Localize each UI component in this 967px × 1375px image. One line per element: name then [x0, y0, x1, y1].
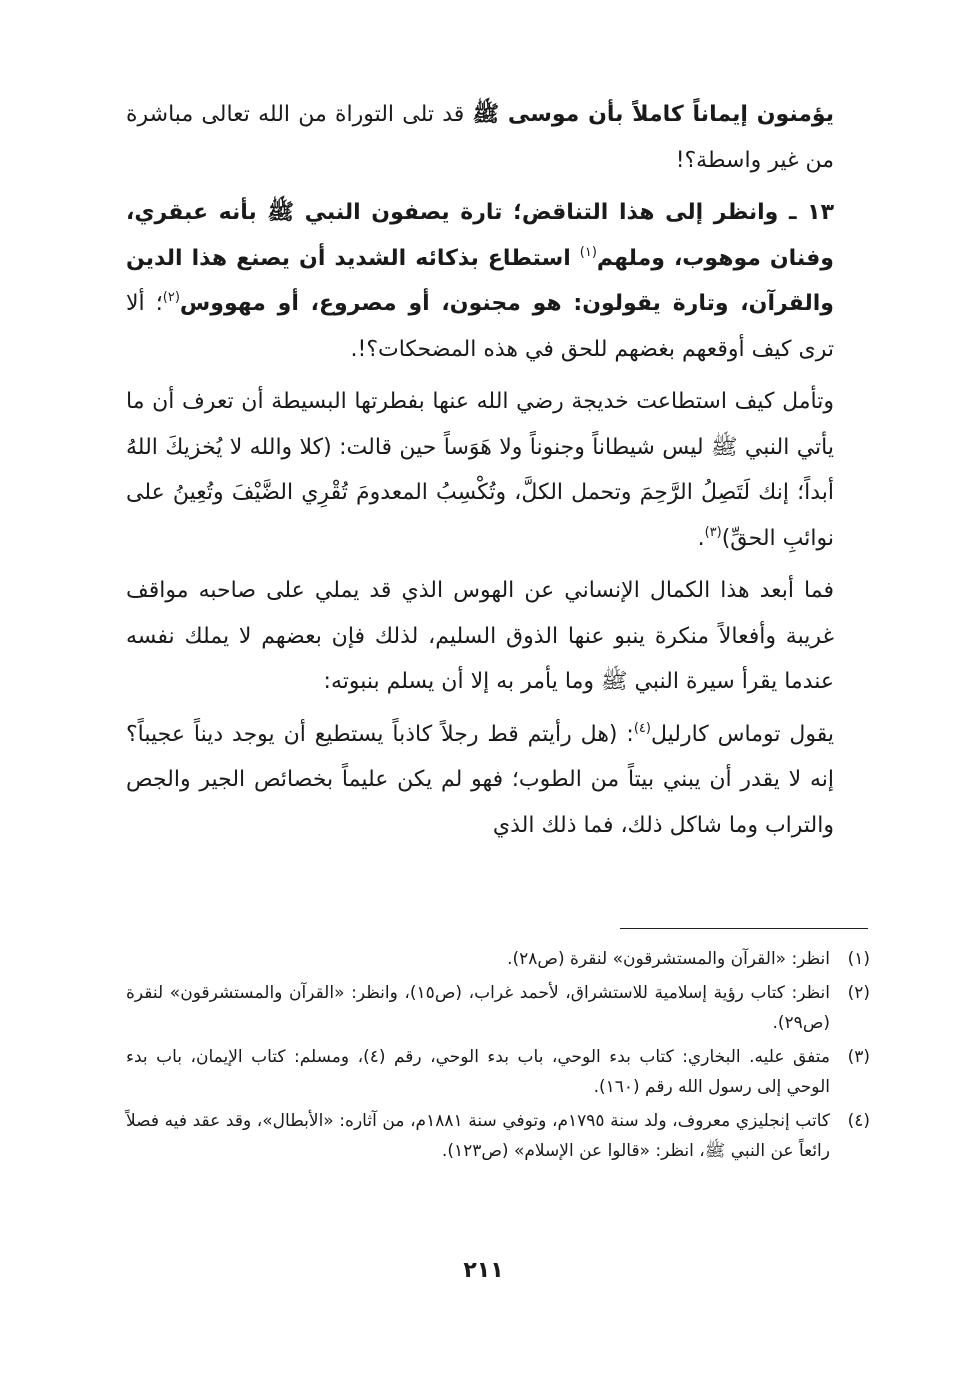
- paragraph-text: وتأمل كيف استطاعت خديجة رضي الله عنها بفطرتها البسيطة أن تعرف أن ما يأتي النبي ﷺ ليس شيطاناً وجنوناً ولا هَوَساً حين قالت: (كلا والله لا يُخزيكَ اللهُ أبداً؛ إنك لَتَصِلُ الرَّحِمَ وتحمل الكلَّ، وتُكْسِبُ المعدومَ تُقْرِي الضَّيْفَ وتُعِينُ على نوائبِ الحقِّ): [126, 389, 834, 551]
- footnote: [126, 978, 870, 1039]
- footnote-reference[interactable]: (٢): [162, 290, 180, 305]
- paragraph-text: .: [697, 525, 705, 551]
- paragraph-text: يقول توماس كارليل: [650, 721, 834, 747]
- footnote-reference[interactable]: (٤): [633, 720, 651, 736]
- footnote-number: (٤): [847, 1110, 870, 1131]
- footnote-text: انظر: «القرآن والمستشرقون» لنقرة (ص٢٨).: [507, 949, 830, 969]
- paragraph: [126, 190, 834, 372]
- footnotes: [126, 944, 870, 1170]
- paragraph: [126, 92, 834, 183]
- paragraph: [126, 379, 834, 561]
- paragraph-text: ؛ ألا ترى كيف أوقعهم بغضهم للحق في هذه المضحكات؟!.: [126, 291, 834, 362]
- paragraph: [126, 568, 834, 705]
- footnote-text: متفق عليه. البخاري: كتاب بدء الوحي، باب بدء الوحي، رقم (٤)، ومسلم: كتاب الإيمان، باب بدء الوحي إلى رسول الله رقم (١٦٠).: [126, 1046, 830, 1097]
- main-text: [126, 92, 834, 848]
- paragraph-bold-text: ١٣ ـ وانظر إلى هذا التناقض؛ تارة يصفون النبي ﷺ بأنه عبقري، وفنان موهوب، وملهم: [126, 200, 834, 271]
- paragraph-bold-text: يؤمنون إيماناً كاملاً بأن موسى ﷺ: [472, 102, 834, 127]
- footnote-reference[interactable]: (٣): [704, 524, 722, 540]
- page-number: ٢١١: [463, 1258, 504, 1283]
- paragraph-bold-text: استطاع بذكائه الشديد أن يصنع هذا الدين والقرآن، وتارة يقولون: هو مجنون، أو مصروع، أو مهووس: [126, 245, 834, 316]
- footnote: [126, 1106, 870, 1167]
- footnote: [126, 1042, 870, 1103]
- paragraph-text: : (هل رأيتم قط رجلاً كاذباً يستطيع أن يوجد ديناً عجيباً؟ إنه لا يقدر أن يبني بيتاً من الطوب؛ فهو لم يكن عليماً بخصائص الجير والجص والتراب وما شاكل ذلك، فما ذلك الذي: [126, 721, 834, 838]
- footnote-number: (١): [847, 949, 870, 969]
- footnote-text: كاتب إنجليزي معروف، ولد سنة ١٧٩٥م، وتوفي سنة ١٨٨١م، من آثاره: «الأبطال»، وقد عقد فيه فصلاً رائعاً عن النبي ﷺ، انظر: «قالوا عن الإسلام» (ص١٢٣).: [126, 1110, 830, 1161]
- footnote-number: (٢): [847, 982, 870, 1003]
- paragraph-text: فما أبعد هذا الكمال الإنساني عن الهوس الذي قد يملي على صاحبه مواقف غريبة وأفعالاً منكرة ينبو عنها الذوق السليم، لذلك فإن بعضهم لا يملك نفسه عندما يقرأ سيرة النبي ﷺ وما يأمر به إلا أن يسلم بنبوته:: [126, 578, 834, 694]
- footnote-reference[interactable]: (١): [579, 244, 597, 260]
- paragraph: [126, 712, 834, 849]
- footnote-number: (٣): [847, 1046, 870, 1067]
- footnote: [126, 944, 870, 975]
- footnote-separator: [620, 928, 868, 929]
- paragraph-text: قد تلى التوراة من الله تعالى مباشرة من غير واسطة؟!: [126, 102, 834, 173]
- footnote-text: انظر: كتاب رؤية إسلامية للاستشراق، لأحمد غراب، (ص١٥)، وانظر: «القرآن والمستشرقون» لنقرة (ص٢٩).: [126, 982, 830, 1033]
